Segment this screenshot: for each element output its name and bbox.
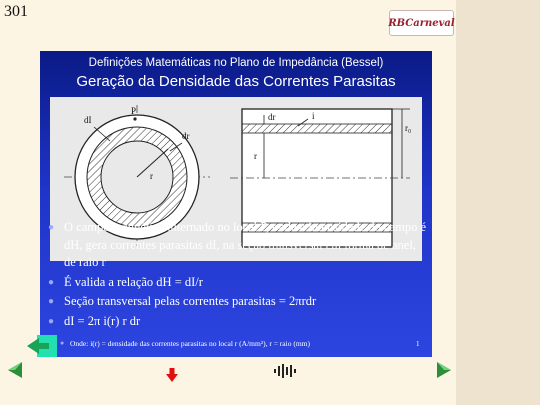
label-r-right: r <box>254 151 257 161</box>
label-r-left: r <box>150 171 153 181</box>
slide-title: Geração da Densidade das Correntes Parasitas <box>76 73 396 90</box>
audio-wave-icon <box>274 364 296 378</box>
label-P: P <box>131 106 137 116</box>
bullet-dot: ● <box>48 315 55 327</box>
bullet-dot: ● <box>48 222 55 233</box>
home-back-button[interactable] <box>27 335 57 357</box>
bullet-item: ● dI = 2π i(r) r dr <box>48 313 428 331</box>
next-slide-button[interactable] <box>435 361 453 379</box>
label-dI: dI <box>84 115 92 125</box>
slide <box>40 51 432 357</box>
page-indicator: 1 <box>416 340 420 348</box>
label-dr-left: dr <box>182 131 190 141</box>
logo-text: RBCarneval <box>388 17 455 29</box>
prev-slide-button[interactable] <box>6 361 24 379</box>
sub-bullet <box>60 339 432 348</box>
bullet-dot: ● <box>48 296 55 307</box>
next-arrow-icon <box>435 361 453 379</box>
logo <box>389 10 454 36</box>
down-arrow-icon <box>166 368 178 382</box>
prev-arrow-icon <box>6 361 24 379</box>
bullet-item: ● Seção transversal pelas correntes parasitas = 2πrdr <box>48 293 428 311</box>
slide-number: 301 <box>4 3 28 20</box>
audio-button[interactable] <box>274 364 296 378</box>
bullet-item: ● É valida a relação dH = dI/r <box>48 274 428 292</box>
sub-bullet-dot: ● <box>60 339 65 347</box>
label-dr-right: dr <box>268 112 276 122</box>
label-i: i <box>312 111 315 121</box>
right-margin <box>456 0 540 405</box>
sub-bullet-text: Onde: i(r) = densidade das correntes parasitas no local r (A/mm²), r = raio (mm) <box>70 339 311 348</box>
bullet-item: ● O campo magnético alternado no local P, onde a intensidade do campo é dH, gera correntes parasitas dI, na seção transversal em forma de anel, de raio r <box>48 219 428 272</box>
label-r0: r₀ <box>405 123 412 133</box>
scroll-down-button[interactable] <box>166 368 178 382</box>
bullet-list <box>48 219 428 332</box>
home-back-icon <box>27 335 57 357</box>
bullet-dot: ● <box>48 276 55 288</box>
slide-subtitle: Definições Matemáticas no Plano de Impedância (Bessel) <box>88 57 384 69</box>
